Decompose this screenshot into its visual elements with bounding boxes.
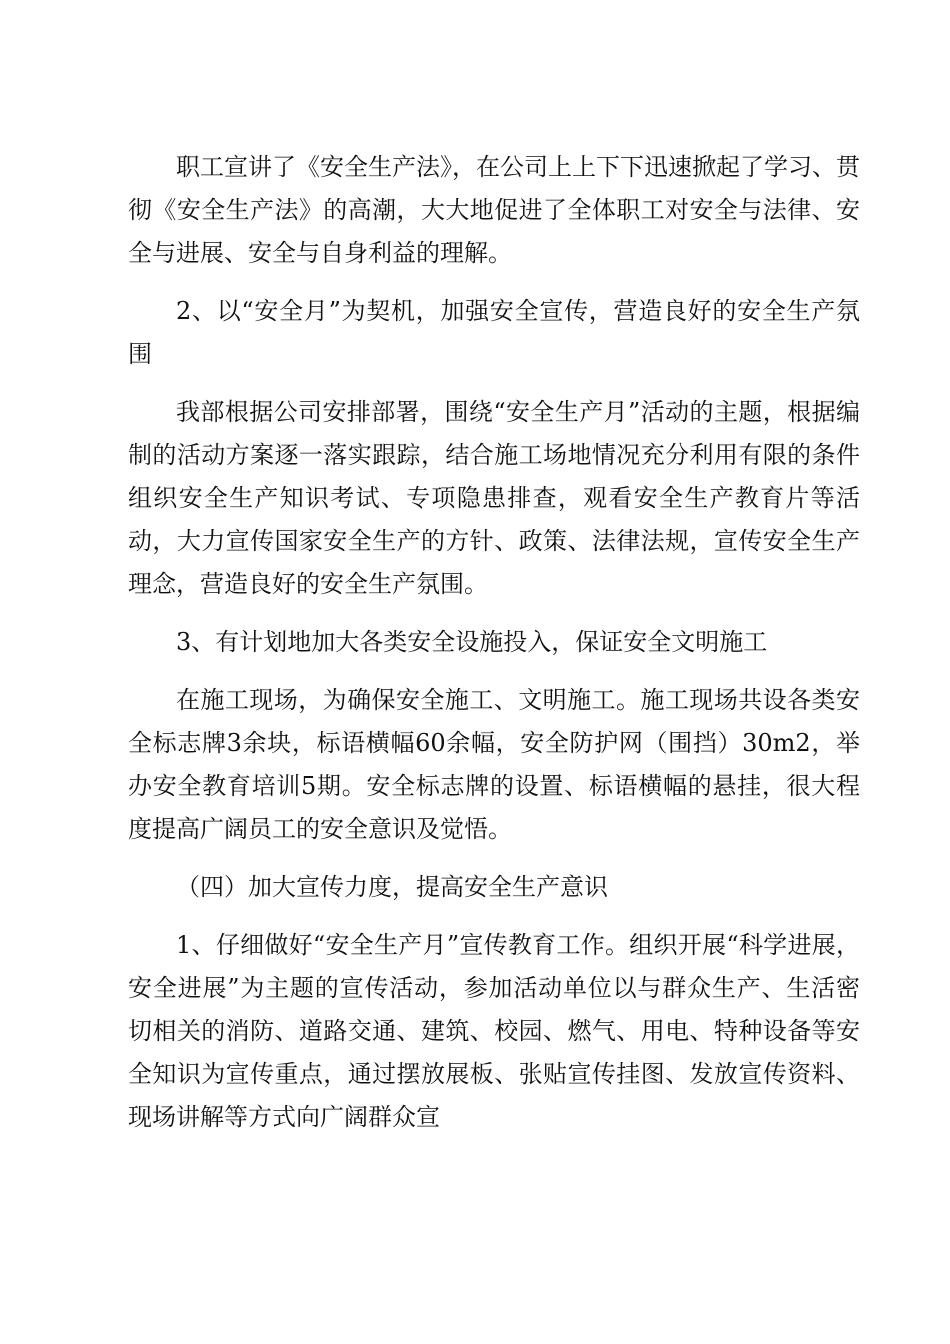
- paragraph-construction-site: 在施工现场，为确保安全施工、文明施工。施工现场共设各类安全标志牌3余块，标语横幅60余幅，安全防护网（围挡）30m2，举办安全教育培训5期。安全标志牌的设置、标语横幅的悬挂，很大程度提高广阔员工的安全意识及觉悟。: [128, 686, 860, 843]
- paragraph-safety-month-activities: 我部根据公司安排部署，围绕“安全生产月”活动的主题，根据编制的活动方案逐一落实跟踪，结合施工场地情况充分利用有限的条件组织安全生产知识考试、专项隐患排查，观看安全生产教育片等活动，大力宣传国家安全生产的方针、政策、法律法规，宣传安全生产理念，营造良好的安全生产氛围。: [128, 398, 860, 598]
- document-body: [128, 146, 860, 1154]
- heading-safety-facilities: 3、有计划地加大各类安全设施投入，保证安全文明施工: [176, 628, 768, 656]
- heading-safety-month: 2、以“安全月”为契机，加强安全宣传，营造良好的安全生产氛围: [128, 297, 860, 368]
- heading-section-four: （四）加大宣传力度，提高安全生产意识: [176, 873, 608, 901]
- paragraph-publicity-work: 1、仔细做好“安全生产月”宣传教育工作。组织开展“科学进展，安全进展”为主题的宣传活动，参加活动单位以与群众生产、生活密切相关的消防、道路交通、建筑、校园、燃气、用电、特种设备等安全知识为宣传重点，通过摆放展板、张贴宣传挂图、发放宣传资料、现场讲解等方式向广阔群众宣: [128, 931, 860, 1131]
- paragraph-safety-law-lecture: 职工宣讲了《安全生产法》，在公司上上下下迅速掀起了学习、贯彻《安全生产法》的高潮，大大地促进了全体职工对安全与法律、安全与进展、安全与自身利益的理解。: [128, 153, 860, 267]
